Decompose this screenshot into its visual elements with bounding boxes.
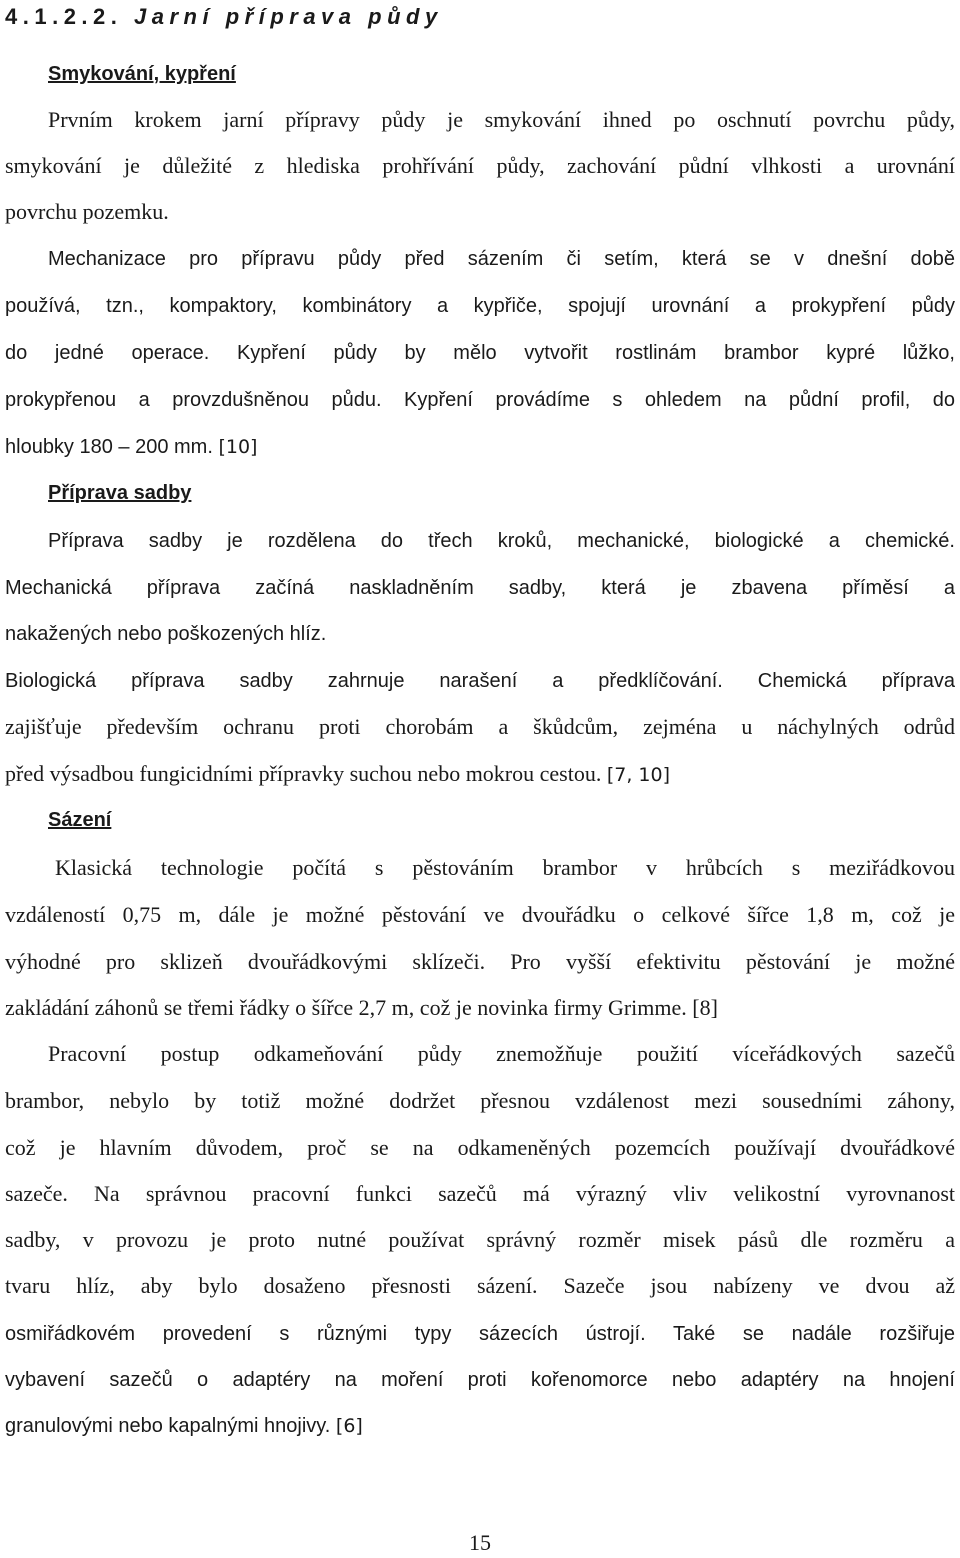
paragraph-line: do jedné operace. Kypření půdy by mělo vytvořit rostlinám brambor kypré lůžko, [5,342,955,364]
paragraph-line: brambor, nebylo by totiž možné dodržet přesnou vzdálenost mezi sousedními záhony, [5,1088,955,1113]
citation: [7, 10] [606,764,671,786]
paragraph-line [5,760,955,789]
paragraph-line: zajišťuje především ochranu proti chorobám a škůdcům, zejména u náchylných odrůd [5,714,955,739]
paragraph-line [5,433,955,461]
citation: [10] [218,436,258,458]
subheading-smykovani: Smykování, kypření [48,63,236,85]
paragraph-line: Biologická příprava sadby zahrnuje narašení a předklíčování. Chemická příprava [5,670,955,692]
paragraph-line: tvaru hlíz, aby bylo dosaženo přesnosti sázení. Sazeče jsou nabízeny ve dvou až [5,1273,955,1298]
paragraph-line: Prvním krokem jarní přípravy půdy je smykování ihned po oschnutí povrchu půdy, [48,107,955,132]
paragraph-line: Mechanická příprava začíná naskladněním sadby, která je zbavena příměsí a [5,577,955,599]
subheading-sazeni: Sázení [48,809,112,831]
citation: [6] [335,1415,363,1437]
paragraph-line: Klasická technologie počítá s pěstováním brambor v hrůbcích s meziřádkovou [55,855,955,880]
paragraph-line: sadby, v provozu je proto nutné používat správný rozměr misek pásů dle rozměru a [5,1227,955,1252]
paragraph-line: Mechanizace pro přípravu půdy před sázením či setím, která se v dnešní době [48,248,955,270]
paragraph-line: smykování je důležité z hlediska prohřívání půdy, zachování půdní vlhkosti a urovnání [5,153,955,178]
section-title: Jarní příprava půdy [134,4,443,29]
paragraph-line: sazeče. Na správnou pracovní funkci sazečů má výrazný vliv velikostní vyrovnanost [5,1181,955,1206]
paragraph-line [5,1412,955,1440]
paragraph-text: před výsadbou fungicidními přípravky suchou nebo mokrou cestou. [5,761,602,786]
section-heading [5,4,443,30]
page-number: 15 [469,1530,491,1555]
paragraph-line: nakažených nebo poškozených hlíz. [5,623,327,645]
paragraph-line: osmiřádkovém provedení s různými typy sázecích ústrojí. Také se nadále rozšiřuje [5,1323,955,1345]
subheading-priprava-sadby: Příprava sadby [48,482,192,504]
section-number: 4.1.2.2. [5,4,123,29]
paragraph-line: používá, tzn., kompaktory, kombinátory a kypřiče, spojují urovnání a prokypření půdy [5,295,955,317]
paragraph-line: vzdáleností 0,75 m, dále je možné pěstování ve dvouřádku o celkové šířce 1,8 m, což je [5,902,955,927]
paragraph-line: vybavení sazečů o adaptéry na moření proti kořenomorce nebo adaptéry na hnojení [5,1369,955,1391]
paragraph-line: Pracovní postup odkameňování půdy znemožňuje použití víceřádkových sazečů [48,1041,955,1066]
paragraph-line: výhodné pro sklizeň dvouřádkovými sklízeči. Pro vyšší efektivitu pěstování je možné [5,949,955,974]
paragraph-line: povrchu pozemku. [5,199,169,224]
paragraph-line: což je hlavním důvodem, proč se na odkameněných pozemcích používají dvouřádkové [5,1135,955,1160]
paragraph-text: granulovými nebo kapalnými hnojivy. [5,1415,331,1437]
paragraph-line: Příprava sadby je rozdělena do třech kroků, mechanické, biologické a chemické. [48,530,955,552]
paragraph-line: zakládání záhonů se třemi řádky o šířce 2,7 m, což je novinka firmy Grimme. [8] [5,995,718,1020]
paragraph-line: prokypřenou a provzdušněnou půdu. Kypření provádíme s ohledem na půdní profil, do [5,389,955,411]
paragraph-text: hloubky 180 – 200 mm. [5,436,213,458]
